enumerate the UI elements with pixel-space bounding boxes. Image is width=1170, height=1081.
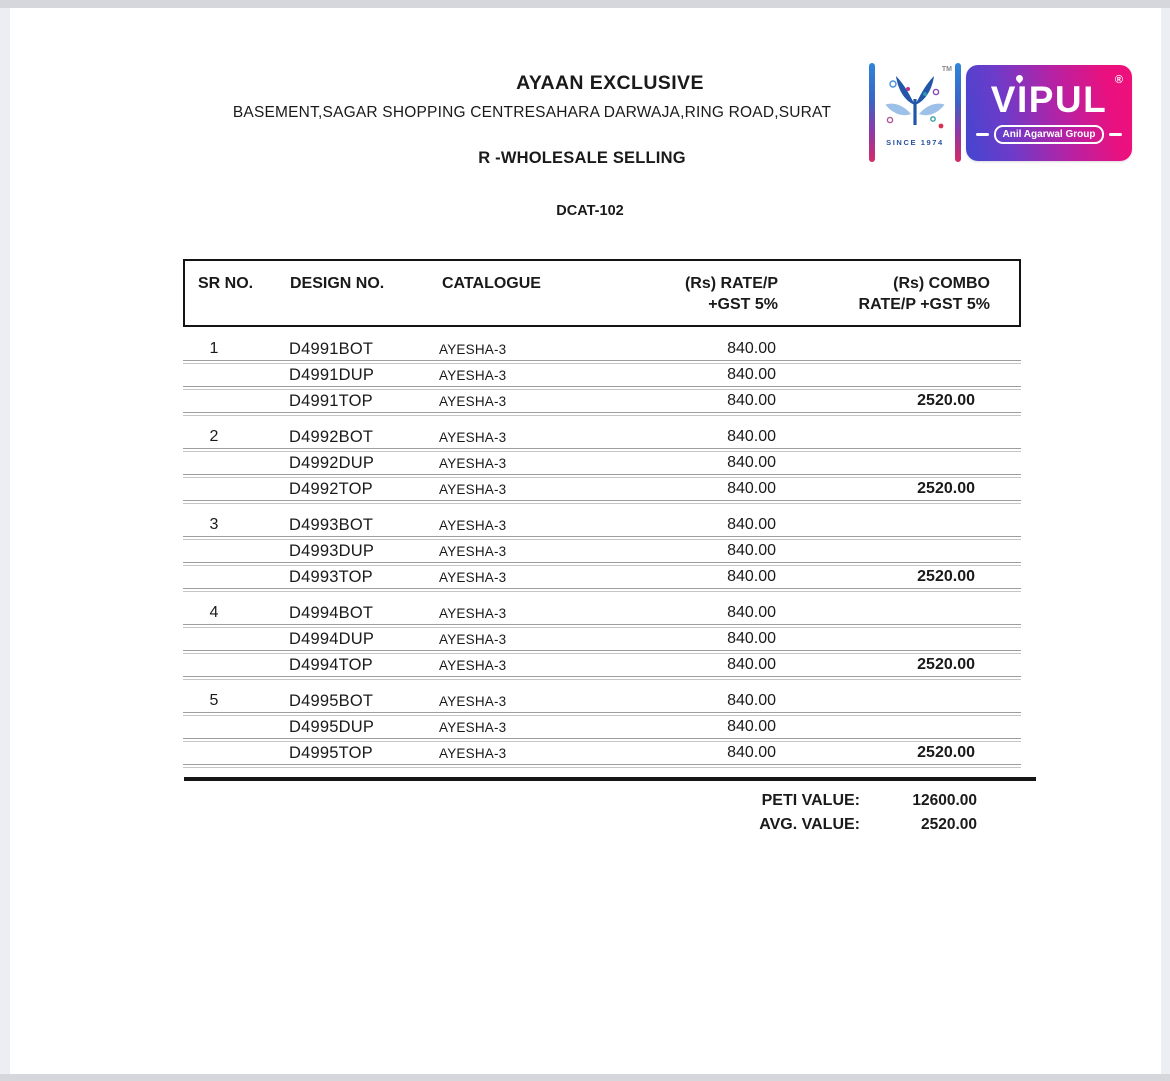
table-body (183, 338, 1021, 778)
rate-cell: 840.00 (727, 516, 776, 533)
design-no-cell: D4994DUP (289, 629, 375, 648)
rate-cell: 840.00 (727, 480, 776, 497)
table-row (183, 690, 1021, 712)
peti-value-label: PETI VALUE: (761, 792, 860, 809)
logo-gradient-bar-right (955, 63, 961, 162)
combo-rate-cell: 2520.00 (917, 480, 975, 497)
rate-cell: 840.00 (727, 454, 776, 471)
catalogue-cell: AYESHA-3 (439, 455, 507, 471)
header-design-no: DESIGN NO. (290, 275, 385, 292)
tagline-dash-right (1109, 133, 1122, 136)
design-no-cell: D4991TOP (289, 391, 373, 410)
header-combo (780, 273, 1019, 325)
table-bottom-rule (184, 777, 1036, 781)
rate-cell: 840.00 (727, 630, 776, 647)
rate-cell: 840.00 (727, 542, 776, 559)
design-no-cell: D4991BOT (289, 339, 374, 358)
group-gap (183, 592, 1021, 602)
table-row (183, 364, 1021, 386)
peti-value-amount: 12600.00 (912, 792, 977, 809)
combo-rate-cell: 2520.00 (917, 568, 975, 585)
group-tagline: Anil Agarwal Group (994, 125, 1105, 144)
rate-cell: 840.00 (727, 692, 776, 709)
catalog-code: DCAT-102 (556, 203, 624, 219)
rate-cell: 840.00 (727, 392, 776, 409)
sr-no-cell: 5 (209, 692, 219, 709)
design-no-cell: D4992BOT (289, 427, 374, 446)
design-no-cell: D4991DUP (289, 365, 375, 384)
table-row (183, 716, 1021, 738)
rate-cell: 840.00 (727, 718, 776, 735)
design-no-cell: D4993DUP (289, 541, 375, 560)
rate-cell: 840.00 (727, 568, 776, 585)
catalogue-cell: AYESHA-3 (439, 429, 507, 445)
table-row (183, 742, 1021, 764)
catalogue-cell: AYESHA-3 (439, 657, 507, 673)
avg-value-label: AVG. VALUE: (759, 816, 860, 833)
summary-block (620, 789, 977, 837)
catalogue-cell: AYESHA-3 (439, 605, 507, 621)
sr-no-cell: 1 (209, 340, 219, 357)
peti-value-row (620, 789, 977, 813)
vipul-badge (966, 65, 1132, 161)
selling-type-title: R -WHOLESALE SELLING (478, 149, 686, 167)
rate-cell: 840.00 (727, 604, 776, 621)
table-row (183, 426, 1021, 448)
table-row (183, 390, 1021, 412)
table-row (183, 478, 1021, 500)
group-gap (183, 416, 1021, 426)
catalogue-cell: AYESHA-3 (439, 367, 507, 383)
avg-value-amount: 2520.00 (920, 816, 977, 833)
design-no-cell: D4995BOT (289, 691, 374, 710)
catalogue-cell: AYESHA-3 (439, 745, 507, 761)
header-sr-no: SR NO. (198, 275, 254, 292)
sr-no-cell: 4 (209, 604, 219, 621)
table-row (183, 540, 1021, 562)
avg-value-row (620, 813, 977, 837)
rate-cell: 840.00 (727, 656, 776, 673)
combo-rate-cell: 2520.00 (917, 392, 975, 409)
table-row (183, 514, 1021, 536)
sr-no-cell: 3 (209, 516, 219, 533)
page-margin-right (1161, 8, 1170, 1074)
design-no-cell: D4995DUP (289, 717, 375, 736)
table-row (183, 654, 1021, 676)
table-row (183, 566, 1021, 588)
header-rate (625, 273, 780, 325)
group-gap (183, 504, 1021, 514)
registered-symbol: ® (1114, 74, 1123, 86)
rate-cell: 840.00 (727, 340, 776, 357)
sr-no-cell: 2 (209, 428, 219, 445)
design-no-cell: D4994BOT (289, 603, 374, 622)
header-rate-line1: (Rs) RATE/P (684, 275, 778, 292)
header-catalogue: CATALOGUE (442, 275, 541, 292)
catalogue-cell: AYESHA-3 (439, 517, 507, 533)
catalogue-cell: AYESHA-3 (439, 481, 507, 497)
combo-rate-cell: 2520.00 (917, 656, 975, 673)
catalogue-cell: AYESHA-3 (439, 693, 507, 709)
header-combo-line1: (Rs) COMBO (893, 275, 990, 292)
table-row (183, 628, 1021, 650)
rate-cell: 840.00 (727, 366, 776, 383)
plant-y-icon (884, 69, 946, 137)
plant-emblem (875, 61, 955, 162)
brand-wordmark: VIPUL (990, 79, 1108, 120)
design-no-cell: D4995TOP (289, 743, 373, 762)
catalogue-cell: AYESHA-3 (439, 569, 507, 585)
design-no-cell: D4993BOT (289, 515, 374, 534)
catalogue-cell: AYESHA-3 (439, 719, 507, 735)
design-no-cell: D4993TOP (289, 567, 373, 586)
table-row (183, 452, 1021, 474)
table-row (183, 338, 1021, 360)
design-no-cell: D4994TOP (289, 655, 373, 674)
design-no-cell: D4992DUP (289, 453, 375, 472)
company-address: BASEMENT,SAGAR SHOPPING CENTRESAHARA DARWAJA,RING ROAD,SURAT (232, 104, 832, 121)
combo-rate-cell: 2520.00 (917, 744, 975, 761)
header-combo-line2: RATE/P +GST 5% (858, 296, 990, 313)
since-year-label: SINCE 1974 (886, 138, 944, 147)
group-tagline-row (966, 125, 1132, 144)
page-margin-left (0, 8, 10, 1074)
rate-cell: 840.00 (727, 428, 776, 445)
catalogue-cell: AYESHA-3 (439, 631, 507, 647)
header-rate-line2: +GST 5% (708, 296, 778, 313)
tagline-dash-left (976, 133, 989, 136)
company-name: AYAAN EXCLUSIVE (516, 72, 704, 94)
catalogue-cell: AYESHA-3 (439, 543, 507, 559)
group-gap (183, 680, 1021, 690)
design-no-cell: D4992TOP (289, 479, 373, 498)
rate-cell: 840.00 (727, 744, 776, 761)
brand-logo (869, 61, 1132, 162)
trademark-symbol: TM (941, 66, 952, 73)
catalogue-cell: AYESHA-3 (439, 341, 507, 357)
table-header (183, 259, 1021, 327)
catalogue-cell: AYESHA-3 (439, 393, 507, 409)
table-row (183, 602, 1021, 624)
